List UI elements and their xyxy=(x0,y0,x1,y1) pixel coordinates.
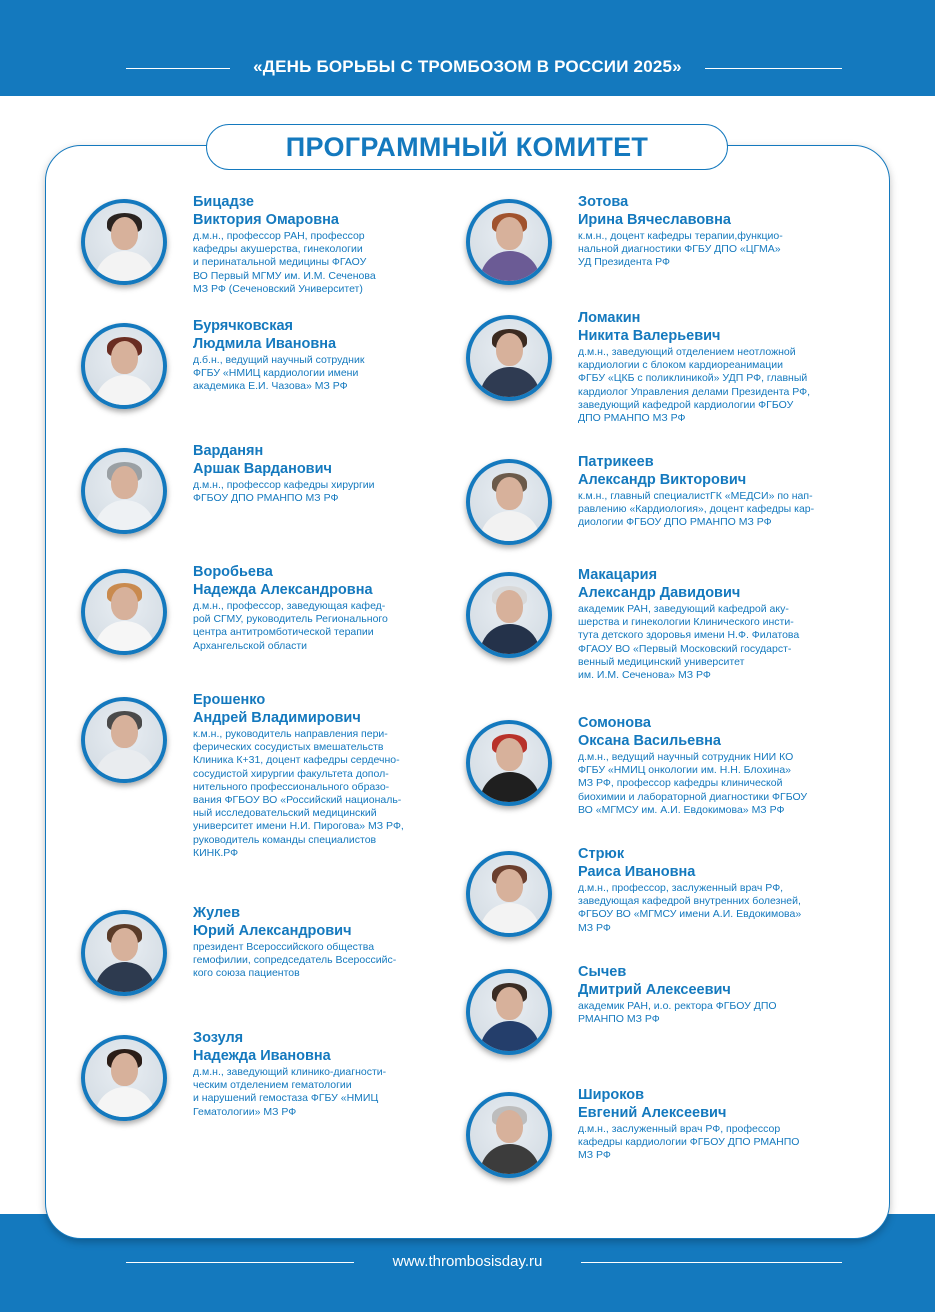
member-surname: Зозуля xyxy=(193,1030,244,1046)
member-card xyxy=(466,310,811,425)
section-title: ПРОГРАММНЫЙ КОМИТЕТ xyxy=(285,131,649,162)
member-photo xyxy=(81,697,167,783)
member-photo xyxy=(81,323,167,409)
member-photo xyxy=(466,572,552,658)
member-card xyxy=(81,564,388,655)
member-surname: Воробьева xyxy=(193,564,273,580)
member-photo xyxy=(81,569,167,655)
member-card xyxy=(466,194,783,285)
member-photo xyxy=(81,199,167,285)
member-surname: Сычев xyxy=(578,964,627,980)
member-name: Надежда Александровна xyxy=(193,582,373,598)
member-surname: Жулев xyxy=(193,905,240,921)
member-description: д.м.н., заслуженный врач РФ, профессор кафедры кардиологии ФГБОУ ДПО РМАНПО МЗ РФ xyxy=(578,1123,800,1162)
member-photo xyxy=(466,199,552,285)
member-surname: Ломакин xyxy=(578,310,641,326)
member-description: д.м.н., ведущий научный сотрудник НИИ КО ФГБУ «НМИЦ онкологии им. Н.Н. Блохина» МЗ РФ, профессор кафедры клинической биохимии и лабораторной диагностики ФГБОУ ВО «МГМСУ им. А.И. Евдокимова» МЗ РФ xyxy=(578,751,808,816)
member-name: Аршак Варданович xyxy=(193,461,332,477)
member-description: д.м.н., профессор РАН, профессор кафедры акушерства, гинекологии и перинатальной медицины ФГАОУ ВО Первый МГМУ им. И.М. Сеченова МЗ РФ (Сеченовский Университет) xyxy=(193,230,376,295)
member-surname: Широков xyxy=(578,1087,645,1103)
member-description: к.м.н., руководитель направления пери- ферических сосудистых вмешательств Клиника К+31, доцент кафедры сердечно- сосудистой хирургии факультета допол- нительного профессионального образо- вания ФГБОУ ВО «Российский националь- ный исследовательский медицинский университет имени Н.И. Пирогова» МЗ РФ, руководитель команды специалистов КИНК.РФ xyxy=(193,728,404,859)
member-surname: Зотова xyxy=(578,194,629,210)
member-card xyxy=(81,692,404,860)
member-description: д.м.н., профессор кафедры хирургии ФГБОУ ДПО РМАНПО МЗ РФ xyxy=(193,479,375,505)
member-name: Оксана Васильевна xyxy=(578,733,721,749)
member-card xyxy=(466,964,777,1055)
member-name: Александр Давидович xyxy=(578,585,741,601)
member-surname: Бурячковская xyxy=(193,318,293,334)
member-name: Евгений Алексеевич xyxy=(578,1105,727,1121)
member-card xyxy=(466,454,815,545)
member-name: Ирина Вячеславовна xyxy=(578,212,731,228)
member-name: Дмитрий Алексеевич xyxy=(578,982,731,998)
member-photo xyxy=(466,315,552,401)
member-card xyxy=(81,318,365,409)
member-surname: Сомонова xyxy=(578,715,651,731)
member-surname: Стрюк xyxy=(578,846,625,862)
member-description: д.м.н., профессор, заслуженный врач РФ, заведующая кафедрой внутренних болезней, ФГБОУ ВО «МГМСУ имени А.И. Евдокимова» МЗ РФ xyxy=(578,882,802,934)
member-surname: Патрикеев xyxy=(578,454,654,470)
member-name: Надежда Ивановна xyxy=(193,1048,331,1064)
member-photo xyxy=(466,1092,552,1178)
member-description: д.м.н., заведующий клинико-диагности- ческим отделением гематологии и нарушений гемостаза ФГБУ «НМИЦ Гематологии» МЗ РФ xyxy=(193,1066,387,1118)
member-card xyxy=(81,194,376,296)
header-band xyxy=(0,0,935,96)
member-photo xyxy=(81,1035,167,1121)
member-photo xyxy=(466,851,552,937)
member-surname: Ерошенко xyxy=(193,692,266,708)
member-name: Раиса Ивановна xyxy=(578,864,696,880)
member-card xyxy=(81,1030,387,1121)
member-photo xyxy=(466,969,552,1055)
member-card xyxy=(81,905,397,996)
member-photo xyxy=(466,720,552,806)
member-description: президент Всероссийского общества гемофилии, сопредседатель Всероссийс- кого союза пациентов xyxy=(193,941,397,980)
member-description: д.м.н., заведующий отделением неотложной кардиологии с блоком кардиореанимации ФГБУ «ЦКБ с поликлиникой» УДП РФ, главный кардиолог Управления делами Президента РФ, заведующий кафедрой кардиологии ФГБОУ ДПО РМАНПО МЗ РФ xyxy=(578,346,811,425)
member-description: к.м.н., главный специалистГК «МЕДСИ» по нап- равлению «Кардиология», доцент кафедры кар- диологии ФГБОУ ДПО РМАНПО МЗ РФ xyxy=(578,490,815,529)
member-card xyxy=(466,1087,800,1178)
member-photo xyxy=(81,448,167,534)
member-description: д.м.н., профессор, заведующая кафед- рой СГМУ, руководитель Регионального центра антитромботической терапии Архангельской области xyxy=(193,600,388,652)
member-name: Никита Валерьевич xyxy=(578,328,721,344)
member-photo xyxy=(466,459,552,545)
member-name: Александр Викторович xyxy=(578,472,747,488)
member-name: Андрей Владимирович xyxy=(193,710,361,726)
member-description: д.б.н., ведущий научный сотрудник ФГБУ «НМИЦ кардиологии имени академика Е.И. Чазова» МЗ РФ xyxy=(193,354,365,393)
member-name: Юрий Александрович xyxy=(193,923,352,939)
member-description: к.м.н., доцент кафедры терапии,функцио- нальной диагностики ФГБУ ДПО «ЦГМА» УД Президента РФ xyxy=(578,230,783,269)
member-description: академик РАН, и.о. ректора ФГБОУ ДПО РМАНПО МЗ РФ xyxy=(578,1000,777,1026)
section-title-pill xyxy=(206,124,728,170)
member-card xyxy=(466,567,800,682)
website-link[interactable]: www.thrombosisday.ru xyxy=(392,1253,543,1270)
member-surname: Бицадзе xyxy=(193,194,254,210)
event-title: «ДЕНЬ БОРЬБЫ С ТРОМБОЗОМ В РОССИИ 2025» xyxy=(253,57,682,76)
member-card xyxy=(466,715,808,817)
member-surname: Варданян xyxy=(193,443,264,459)
member-surname: Макацария xyxy=(578,567,658,583)
member-description: академик РАН, заведующий кафедрой аку- шерства и гинекологии Клинического инсти- тута детского здоровья имени Н.Ф. Филатова ФГАОУ ВО «Первый Московский государст- венный медицинский университет им. И.М. Сеченова» МЗ РФ xyxy=(578,603,800,682)
member-name: Виктория Омаровна xyxy=(193,212,339,228)
member-photo xyxy=(81,910,167,996)
member-name: Людмила Ивановна xyxy=(193,336,337,352)
member-card xyxy=(466,846,802,937)
member-card xyxy=(81,443,375,534)
